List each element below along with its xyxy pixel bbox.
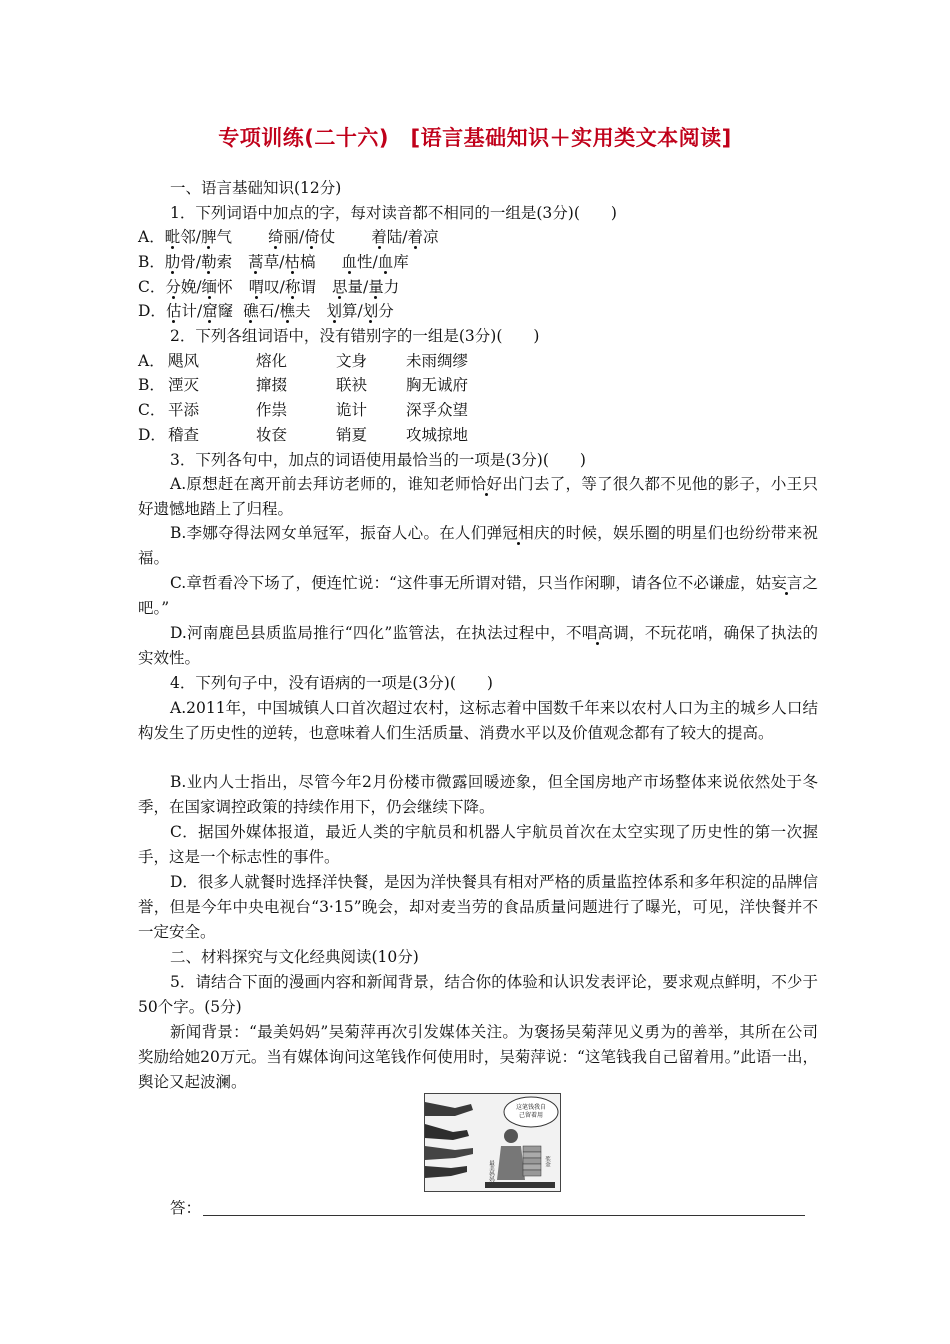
q3-option-b[interactable]: B.李娜夺得法网女单冠军，振奋人心。在人们弹冠相庆的时候，娱乐圈的明星们也纷纷带来祝福。 [138, 524, 818, 567]
svg-text:己留着用: 己留着用 [518, 1112, 544, 1119]
answer-label: 答： [170, 1199, 202, 1217]
q2-option-c[interactable]: C． 平添 作祟 诡计 深孚众望 [138, 401, 469, 419]
section-heading-1: 一、语言基础知识(12分) [170, 179, 342, 197]
q4-option-b[interactable]: B.业内人士指出，尽管今年2月份楼市微露回暖迹象，但全国房地产市场整体来说依然处于冬季，在国家调控政策的持续作用下，仍会继续下降。 [138, 773, 818, 816]
q3-option-a[interactable]: A.原想赶在离开前去拜访老师的，谁知老师恰好出门去了，等了很久都不见他的影子，小王只好遗憾地踏上了归程。 [138, 475, 818, 518]
q1-option-c[interactable]: C．分娩/缅怀 喟叹/称谓 思量/量力 [138, 278, 400, 296]
question-3-stem: 3．下列各句中，加点的词语使用最恰当的一项是(3分)( ) [170, 451, 586, 469]
q1-option-a[interactable]: A．毗邻/脾气 绮丽/倚仗 着陆/着凉 [138, 228, 439, 246]
question-2-stem: 2．下列各组词语中，没有错别字的一组是(3分)( ) [170, 327, 540, 345]
question-5-stem: 5．请结合下面的漫画内容和新闻背景，结合你的体验和认识发表评论，要求观点鲜明，不少于50个字。(5分) [138, 973, 818, 1016]
news-background: 新闻背景：“最美妈妈”吴菊萍再次引发媒体关注。为褒扬吴菊萍见义勇为的善举，其所在公司奖励给她20万元。当有媒体询问这笔钱作何使用时，吴菊萍说：“这笔钱我自己留着用。”此语一出，舆论又起波澜。 [138, 1023, 818, 1091]
question-4-stem: 4．下列句子中，没有语病的一项是(3分)( ) [170, 674, 493, 692]
svg-text:奖金: 奖金 [544, 1156, 550, 1167]
q3-option-d[interactable]: D.河南鹿邑县质监局推行“四化”监管法，在执法过程中，不唱高调，不玩花哨，确保了执法的实效性。 [138, 624, 818, 667]
q2-option-a[interactable]: A． 飓风 熔化 文身 未雨绸缪 [138, 352, 469, 370]
section-heading-2: 二、材料探究与文化经典阅读(10分) [170, 948, 419, 966]
q4-option-c[interactable]: C．据国外媒体报道，最近人类的宇航员和机器人宇航员首次在太空实现了历史性的第一次握手，这是一个标志性的事件。 [138, 823, 818, 866]
cartoon-drawing [425, 1094, 560, 1191]
q1-option-b[interactable]: B．肋骨/勒索 蒿草/枯槁 血性/血库 [138, 253, 409, 271]
q2-option-b[interactable]: B． 湮灭 撺掇 联袂 胸无诚府 [138, 376, 469, 394]
q2-option-d[interactable]: D． 稽查 妆奁 销夏 攻城掠地 [138, 426, 469, 444]
question-1-stem: 1．下列词语中加点的字，每对读音都不相同的一组是(3分)( ) [170, 204, 617, 222]
q1-option-d[interactable]: D．估计/窟窿 礁石/樵夫 划算/划分 [138, 302, 394, 320]
page-title: 专项训练(二十六) [语言基础知识＋实用类文本阅读] [218, 126, 732, 150]
q4-option-d[interactable]: D．很多人就餐时选择洋快餐，是因为洋快餐具有相对严格的质量监控体系和多年积淀的品牌信誉，但是今年中央电视台“3·15”晚会，却对麦当劳的食品质量问题进行了曝光，可见，洋快餐并不一定安全。 [138, 873, 818, 941]
answer-input-line[interactable] [203, 1215, 805, 1216]
svg-text:最美妈妈: 最美妈妈 [488, 1160, 494, 1182]
q4-option-a[interactable]: A.2011年，中国城镇人口首次超过农村，这标志着中国数千年来以农村人口为主的城乡人口结构发生了历史性的逆转，也意味着人们生活质量、消费水平以及价值观念都有了较大的提高。 [138, 699, 818, 742]
svg-text:这笔钱我自: 这笔钱我自 [515, 1104, 547, 1111]
q3-option-c[interactable]: C.章哲看冷下场了，便连忙说：“这件事无所谓对错，只当作闲聊，请各位不必谦虚，姑妄言之吧。” [138, 574, 818, 617]
cartoon-illustration [424, 1093, 561, 1192]
